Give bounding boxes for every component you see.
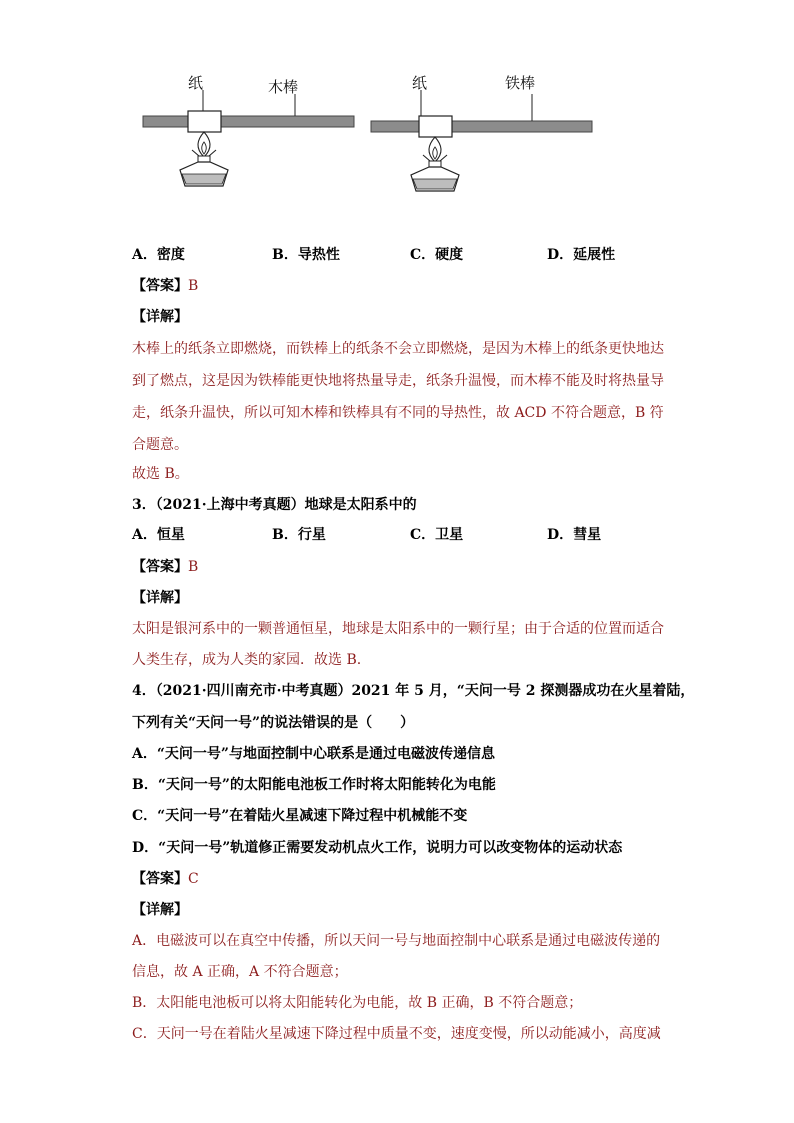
q2-explanation-line: 木棒上的纸条立即燃烧，而铁棒上的纸条不会立即燃烧，是因为木棒上的纸条更快地达 [132, 341, 664, 357]
q4-explanation-line: 信息，故 A 正确，A 不符合题意； [132, 964, 348, 980]
answer-value: B [188, 559, 199, 575]
right-rod-label: 铁棒 [505, 74, 536, 92]
q3-option-a: A．恒星 [132, 527, 185, 543]
right-paper-label: 纸 [412, 74, 428, 92]
answer-value: B [188, 278, 199, 294]
q2-explanation-line: 故选 B。 [132, 466, 189, 482]
q4-question-line: 4．（2021·四川南充市·中考真题）2021 年 5 月，“天问一号 2 探测器成功在火星着陆， [132, 683, 695, 699]
left-rod-label: 木棒 [268, 78, 299, 96]
q3-explanation-line: 人类生存，成为人类的家园．故选 B. [132, 652, 362, 668]
q4-question-line: 下列有关“天问一号”的说法错误的是（ ） [132, 715, 415, 731]
q4-explanation-line: C．天问一号在着陆火星减速下降过程中质量不变，速度变慢，所以动能减小，高度减 [132, 1026, 661, 1042]
left-paper-label: 纸 [188, 74, 204, 92]
q2-option-b: B．导热性 [272, 247, 340, 263]
answer-tag: 【答案】 [132, 278, 188, 294]
q4-option-d: D．“天问一号”轨道修正需要发动机点火工作，说明力可以改变物体的运动状态 [132, 840, 623, 856]
q3-explanation-line: 太阳是银河系中的一颗普通恒星，地球是太阳系中的一颗行星；由于合适的位置而适合 [132, 621, 664, 637]
q4-option-c: C．“天问一号”在着陆火星减速下降过程中机械能不变 [132, 808, 468, 824]
q2-answer [132, 275, 198, 295]
q3-answer [132, 556, 198, 576]
right-apparatus [371, 90, 592, 191]
q3-detail-tag: 【详解】 [132, 590, 188, 606]
q4-option-a: A．“天问一号”与地面控制中心联系是通过电磁波传递信息 [132, 746, 495, 762]
q2-option-c: C．硬度 [410, 247, 464, 263]
q4-detail-tag: 【详解】 [132, 902, 188, 918]
q3-question: 3．（2021·上海中考真题）地球是太阳系中的 [132, 497, 417, 513]
q2-option-a: A．密度 [132, 247, 185, 263]
q4-option-b: B．“天问一号”的太阳能电池板工作时将太阳能转化为电能 [132, 777, 496, 793]
q3-option-d: D．彗星 [547, 527, 602, 543]
q2-option-d: D．延展性 [547, 247, 616, 263]
answer-value: C [188, 871, 199, 887]
q4-answer [132, 868, 199, 888]
q2-explanation-line: 到了燃点，这是因为铁棒能更快地将热量导走，纸条升温慢，而木棒不能及时将热量导 [132, 373, 664, 389]
experiment-figure [135, 62, 605, 202]
answer-tag: 【答案】 [132, 871, 188, 887]
left-apparatus [143, 90, 354, 186]
q2-explanation-line: 合题意。 [132, 437, 188, 453]
q2-detail-tag: 【详解】 [132, 309, 188, 325]
answer-tag: 【答案】 [132, 559, 188, 575]
q3-option-b: B．行星 [272, 527, 326, 543]
q2-explanation-line: 走，纸条升温快，所以可知木棒和铁棒具有不同的导热性，故 ACD 不符合题意，B 符 [132, 405, 664, 421]
q4-explanation-line: B．太阳能电池板可以将太阳能转化为电能，故 B 正确，B 不符合题意； [132, 995, 583, 1011]
q3-option-c: C．卫星 [410, 527, 464, 543]
q4-explanation-line: A．电磁波可以在真空中传播，所以天问一号与地面控制中心联系是通过电磁波传递的 [132, 933, 661, 949]
